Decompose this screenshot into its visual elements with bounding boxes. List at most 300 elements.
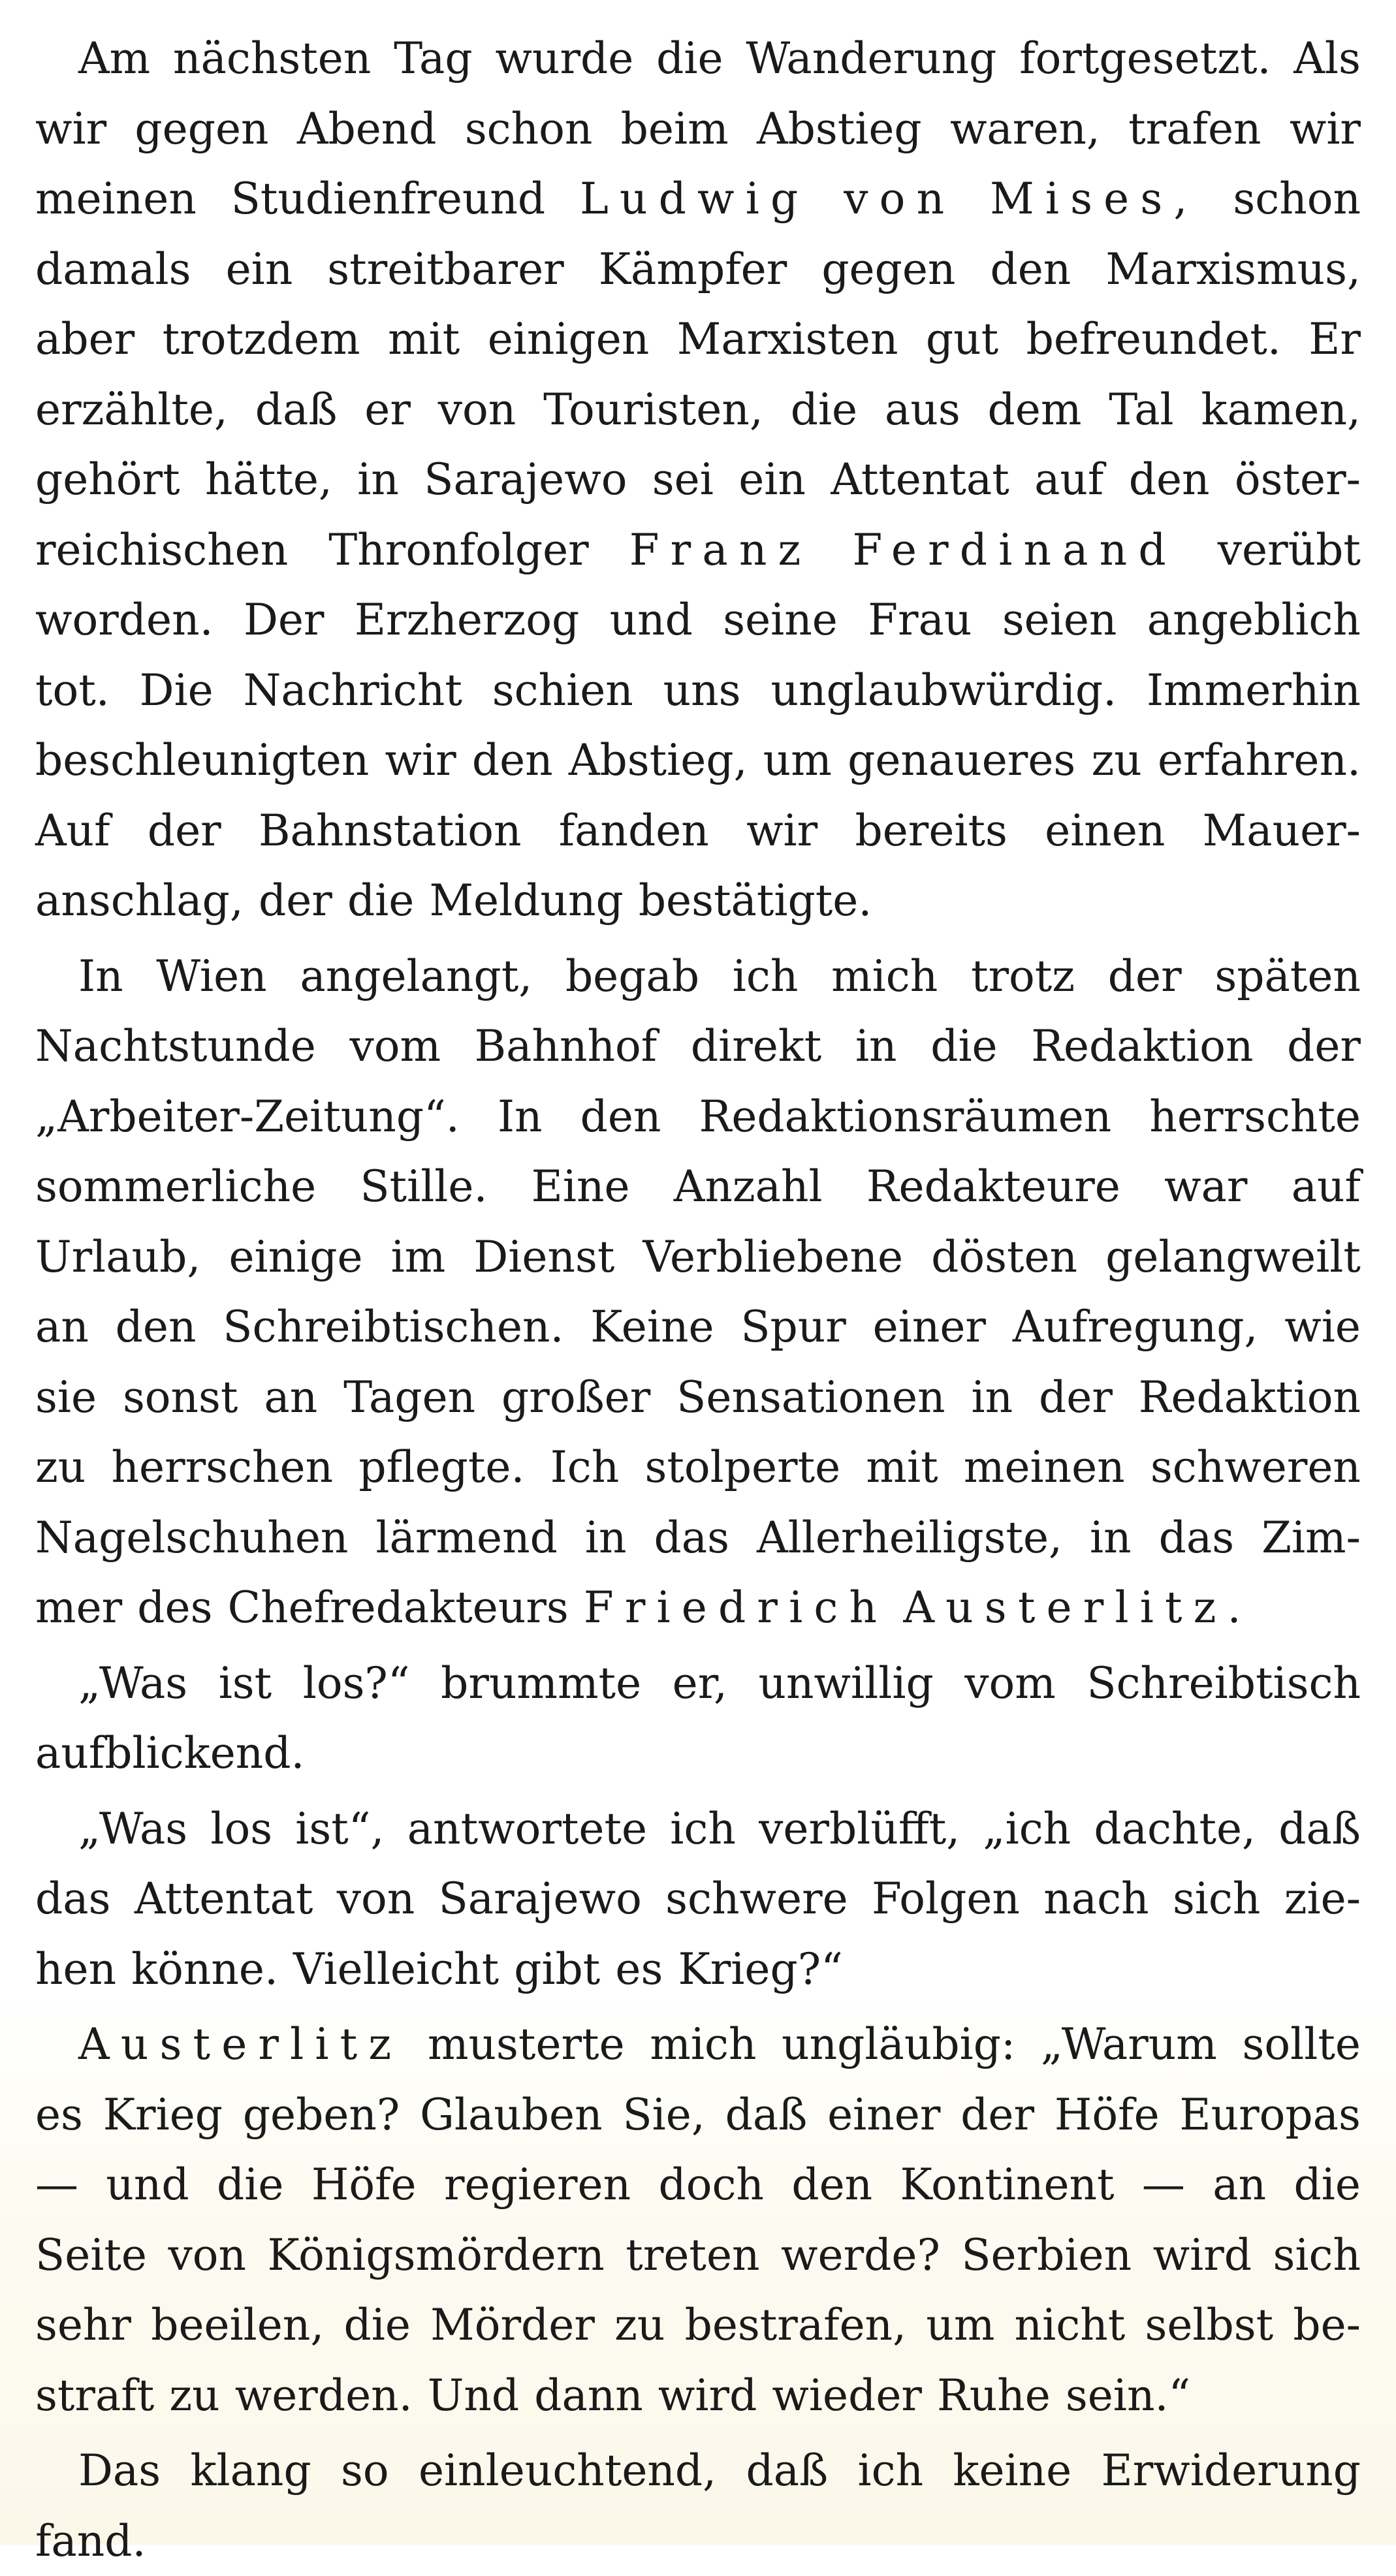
text-line <box>35 1362 1361 1433</box>
word: an <box>264 1362 317 1433</box>
word: werde? <box>781 2220 940 2291</box>
word: be- <box>1293 2290 1361 2361</box>
word: Tag <box>394 24 473 94</box>
word: auf <box>1034 445 1103 515</box>
text-line <box>35 1222 1361 1293</box>
word: begab <box>565 941 699 1012</box>
text-line <box>35 1864 1361 1934</box>
word: den <box>1129 445 1210 515</box>
word: Marxismus, <box>1105 234 1361 305</box>
word: — <box>35 2150 78 2220</box>
word: Sie, <box>622 2080 705 2150</box>
text-line <box>35 1794 1361 1864</box>
word: die <box>930 1011 997 1082</box>
word: Redaktion <box>1139 1362 1361 1433</box>
word: von <box>438 375 516 445</box>
word: einigen <box>488 304 650 375</box>
word: Krieg?“ <box>678 1934 842 2005</box>
word: Auf <box>35 796 110 866</box>
word: in <box>855 1011 897 1082</box>
word: um <box>763 725 832 796</box>
text-line <box>35 2220 1361 2291</box>
word: den <box>990 234 1071 305</box>
word: meinen <box>35 164 197 234</box>
word: vom <box>349 1011 441 1082</box>
word: Erwiderung <box>1102 2436 1361 2506</box>
word: der <box>1108 941 1182 1012</box>
word: sei <box>652 445 714 515</box>
word: daß <box>1278 1794 1361 1864</box>
word: ich <box>858 2436 924 2506</box>
text-line <box>35 1152 1361 1222</box>
word: Abstieg, <box>569 725 748 796</box>
word: die <box>791 375 857 445</box>
word: wir <box>1290 94 1361 165</box>
word: den <box>472 725 553 796</box>
word: Ferdinand <box>853 515 1177 586</box>
word: auf <box>1292 1152 1361 1222</box>
word: regieren <box>444 2150 631 2220</box>
word: in <box>1090 1503 1132 1573</box>
word: in <box>972 1362 1013 1433</box>
word: das <box>654 1503 729 1573</box>
word: Nachtstunde <box>35 1011 316 1082</box>
word: Sarajewo <box>424 445 627 515</box>
word: Nachricht <box>244 655 462 726</box>
text-line <box>35 515 1361 586</box>
word: fanden <box>559 796 709 866</box>
word: wir <box>746 796 817 866</box>
word: von <box>168 2220 246 2291</box>
word: gegen <box>135 94 268 165</box>
word: sehr <box>35 2290 131 2361</box>
word: damals <box>35 234 191 305</box>
word: Serbien <box>961 2220 1132 2291</box>
word: Franz <box>629 515 812 586</box>
word: Die <box>140 655 214 726</box>
word: schwere <box>665 1864 848 1934</box>
word: zu <box>1092 725 1142 796</box>
word: „Was <box>78 1794 187 1864</box>
word: dem <box>988 375 1082 445</box>
text-line <box>35 2290 1361 2361</box>
text-line <box>35 1934 1361 2005</box>
word: das <box>1159 1503 1234 1573</box>
word: einer <box>827 2080 940 2150</box>
text-line <box>35 655 1361 726</box>
word: Schreibtisch <box>1087 1648 1361 1719</box>
word: wir <box>385 725 456 796</box>
text-line <box>35 375 1361 445</box>
word: Vielleicht <box>293 1934 499 2005</box>
word: ist <box>219 1648 272 1719</box>
word: hätte, <box>205 445 332 515</box>
word: den <box>116 1292 197 1362</box>
word: gegen <box>821 234 955 305</box>
word: sommerliche <box>35 1152 316 1222</box>
word: schon <box>465 94 593 165</box>
word: Ich <box>550 1432 620 1503</box>
text-line <box>35 1432 1361 1503</box>
word: dann <box>534 2361 643 2431</box>
word: gut <box>926 304 998 375</box>
word: und <box>106 2150 189 2220</box>
word: unwillig <box>759 1648 934 1719</box>
text-line <box>35 725 1361 796</box>
text-line <box>35 941 1361 1012</box>
word: Redakteure <box>866 1152 1120 1222</box>
word: dösten <box>931 1222 1077 1293</box>
word: streitbarer <box>327 234 563 305</box>
word: der <box>1287 1011 1361 1082</box>
word: zu <box>169 2361 219 2431</box>
word: daß <box>255 375 338 445</box>
word: beschleunigten <box>35 725 369 796</box>
word: Allerheiligste, <box>757 1503 1062 1573</box>
word: späten <box>1214 941 1361 1012</box>
text-line <box>35 2080 1361 2150</box>
word: Höfe <box>311 2150 417 2220</box>
word: Krieg <box>103 2080 223 2150</box>
text-line <box>35 2150 1361 2220</box>
word: verblüfft, <box>759 1794 960 1864</box>
word: seine <box>723 585 838 655</box>
word: fortgesetzt. <box>1019 24 1271 94</box>
word: doch <box>658 2150 763 2220</box>
word: die <box>656 24 723 94</box>
text-line <box>35 164 1361 234</box>
word: nächsten <box>173 24 371 94</box>
word: ist“, <box>295 1794 384 1864</box>
word: von <box>844 164 955 234</box>
text-line <box>35 2506 1361 2576</box>
word: den <box>791 2150 872 2220</box>
word: die <box>344 2290 411 2361</box>
word: einleuchtend, <box>419 2436 716 2506</box>
word: bestätigte. <box>639 866 872 936</box>
word: daß <box>746 2436 828 2506</box>
word: uns <box>663 655 741 726</box>
word: im <box>391 1222 446 1293</box>
text-line <box>35 2436 1361 2506</box>
word: einen <box>1045 796 1165 866</box>
word: einige <box>229 1222 362 1293</box>
word: Ludwig <box>580 164 809 234</box>
text-line <box>35 796 1361 866</box>
word: Kämpfer <box>599 234 787 305</box>
word: Seite <box>35 2220 147 2291</box>
word: mer <box>35 1573 122 1643</box>
word: Abstieg <box>757 94 922 165</box>
word: Das <box>78 2436 161 2506</box>
word: dachte, <box>1094 1794 1256 1864</box>
text-line <box>35 866 1361 936</box>
word: In <box>78 941 123 1012</box>
word: geben? <box>243 2080 400 2150</box>
word: Immerhin <box>1147 655 1361 726</box>
word: trotz <box>971 941 1075 1012</box>
word: Schreibtischen. <box>223 1292 563 1362</box>
word: Frau <box>868 585 972 655</box>
word: lärmend <box>375 1503 557 1573</box>
text-line <box>35 2009 1361 2080</box>
word: Ruhe <box>937 2361 1051 2431</box>
word: antwortete <box>407 1794 647 1864</box>
word: Keine <box>590 1292 714 1362</box>
word: ein <box>226 234 293 305</box>
word: Austerlitz <box>78 2009 402 2080</box>
word: schien <box>492 655 633 726</box>
word: gelangweilt <box>1105 1222 1361 1293</box>
word: anschlag, <box>35 866 244 936</box>
word: mich <box>831 941 938 1012</box>
word: Thronfolger <box>328 515 588 586</box>
word: sonst <box>123 1362 238 1433</box>
word: könne. <box>131 1934 278 2005</box>
word: los <box>210 1794 272 1864</box>
word: der <box>960 2080 1034 2150</box>
word: Bahnhof <box>475 1011 658 1082</box>
text-line <box>35 94 1361 165</box>
word: Attentat <box>831 445 1009 515</box>
word: öster- <box>1235 445 1361 515</box>
word: aber <box>35 304 135 375</box>
word: klang <box>190 2436 311 2506</box>
word: herrschte <box>1149 1082 1361 1152</box>
word: Kontinent <box>900 2150 1115 2220</box>
word: verübt <box>1218 515 1361 586</box>
word: bestrafen, <box>685 2290 907 2361</box>
text-line <box>35 304 1361 375</box>
word: Meldung <box>429 866 623 936</box>
word: Wien <box>156 941 266 1012</box>
word: „ich <box>983 1794 1071 1864</box>
text-line <box>35 1648 1361 1719</box>
word: Nagelschuhen <box>35 1503 348 1573</box>
word: „Arbeiter-Zeitung“. <box>35 1082 460 1152</box>
word: die <box>217 2150 283 2220</box>
word: aufblickend. <box>35 1718 305 1789</box>
word: wird <box>1153 2220 1252 2291</box>
word: in <box>585 1503 627 1573</box>
word: Der <box>244 585 325 655</box>
text-line <box>35 1573 1361 1643</box>
word: war <box>1164 1152 1247 1222</box>
word: Höfe <box>1055 2080 1160 2150</box>
text-line <box>35 1292 1361 1362</box>
word: angeblich <box>1147 585 1361 655</box>
word: Er <box>1309 304 1361 375</box>
word: „Warum <box>1041 2009 1217 2080</box>
word: Erzherzog <box>355 585 579 655</box>
text-line <box>35 1503 1361 1573</box>
word: herrschen <box>112 1432 334 1503</box>
word: stolperte <box>644 1432 840 1503</box>
word: Glauben <box>420 2080 603 2150</box>
word: ein <box>738 445 806 515</box>
word: Tal <box>1109 375 1173 445</box>
word: zie- <box>1284 1864 1361 1934</box>
word: kamen, <box>1201 375 1361 445</box>
word: ich <box>670 1794 736 1864</box>
word: Mörder <box>430 2290 595 2361</box>
word: hen <box>35 1934 116 2005</box>
word: mich <box>650 2009 756 2080</box>
word: sich <box>1273 2220 1361 2291</box>
word: musterte <box>428 2009 625 2080</box>
word: gibt <box>514 1934 600 2005</box>
word: die <box>1294 2150 1361 2220</box>
word: den <box>580 1082 661 1152</box>
word: Spur <box>740 1292 846 1362</box>
word: Bahnstation <box>259 796 521 866</box>
word: beim <box>621 94 729 165</box>
word: Verbliebene <box>642 1222 903 1293</box>
word: Studienfreund <box>231 164 545 234</box>
word: In <box>498 1082 543 1152</box>
word: es <box>35 2080 83 2150</box>
word: Chefredakteurs <box>228 1573 569 1643</box>
word: der <box>148 796 221 866</box>
word: sollte <box>1243 2009 1361 2080</box>
word: fand. <box>35 2506 146 2576</box>
word: werden. <box>235 2361 413 2431</box>
word: an <box>35 1292 89 1362</box>
word: mit <box>388 304 460 375</box>
word: Austerlitz. <box>903 1573 1252 1643</box>
word: Sensationen <box>676 1362 945 1433</box>
word: Redaktionsräumen <box>699 1082 1112 1152</box>
word: es <box>615 1934 663 2005</box>
word: Friedrich <box>584 1573 888 1643</box>
word: Mauer- <box>1203 796 1361 866</box>
word: daß <box>725 2080 808 2150</box>
word: sich <box>1173 1864 1260 1934</box>
word: beeilen, <box>151 2290 324 2361</box>
word: nicht <box>1015 2290 1126 2361</box>
word: Touristen, <box>543 375 763 445</box>
word: Wanderung <box>746 24 996 94</box>
word: trafen <box>1128 94 1261 165</box>
word: der <box>259 866 332 936</box>
word: gehört <box>35 445 180 515</box>
word: Attentat <box>135 1864 313 1934</box>
word: des <box>137 1573 212 1643</box>
word: waren, <box>950 94 1100 165</box>
word: Anzahl <box>674 1152 823 1222</box>
body-text <box>35 24 1361 2576</box>
text-line <box>35 445 1361 515</box>
word: so <box>341 2436 389 2506</box>
word: tot. <box>35 655 110 726</box>
word: Marxisten <box>677 304 898 375</box>
word: sein.“ <box>1066 2361 1190 2431</box>
word: er, <box>673 1648 727 1719</box>
word: brummte <box>441 1648 641 1719</box>
word: er <box>364 375 411 445</box>
text-line <box>35 1718 1361 1789</box>
word: die <box>347 866 414 936</box>
word: selbst <box>1145 2290 1273 2361</box>
word: vom <box>964 1648 1056 1719</box>
word: von <box>337 1864 415 1934</box>
word: in <box>357 445 399 515</box>
word: Urlaub, <box>35 1222 200 1293</box>
word: großer <box>501 1362 650 1433</box>
word: Mises, <box>990 164 1198 234</box>
word: nach <box>1043 1864 1149 1934</box>
word: wird <box>658 2361 757 2431</box>
word: reichischen <box>35 515 288 586</box>
word: pflegte. <box>358 1432 524 1503</box>
word: sie <box>35 1362 97 1433</box>
word: einer <box>873 1292 986 1362</box>
word: Und <box>428 2361 519 2431</box>
word: Europas <box>1179 2080 1360 2150</box>
word: wieder <box>772 2361 922 2431</box>
word: angelangt, <box>300 941 532 1012</box>
text-line <box>35 24 1361 94</box>
word: zu <box>614 2290 665 2361</box>
word: und <box>610 585 693 655</box>
word: trotzdem <box>163 304 360 375</box>
word: schon <box>1233 164 1361 234</box>
word: Am <box>78 24 150 94</box>
word: Eine <box>531 1152 630 1222</box>
word: Stille. <box>360 1152 487 1222</box>
word: Abend <box>297 94 437 165</box>
text-line <box>35 2361 1361 2431</box>
word: wir <box>35 94 106 165</box>
word: Als <box>1293 24 1361 94</box>
word: „Was <box>78 1648 187 1719</box>
word: Tagen <box>343 1362 475 1433</box>
word: keine <box>953 2436 1071 2506</box>
word: erzählte, <box>35 375 228 445</box>
text-line <box>35 1082 1361 1152</box>
word: mit <box>866 1432 938 1503</box>
word: genaueres <box>848 725 1075 796</box>
word: zu <box>35 1432 86 1503</box>
word: Königsmördern <box>268 2220 605 2291</box>
word: los?“ <box>303 1648 410 1719</box>
word: an <box>1213 2150 1266 2220</box>
word: Dienst <box>473 1222 614 1293</box>
word: wie <box>1284 1292 1361 1362</box>
word: Redaktion <box>1031 1011 1253 1082</box>
word: Zim- <box>1261 1503 1361 1573</box>
word: meinen <box>964 1432 1125 1503</box>
text-line <box>35 234 1361 305</box>
word: treten <box>626 2220 759 2291</box>
word: befreundet. <box>1026 304 1281 375</box>
word: wurde <box>495 24 633 94</box>
word: Aufregung, <box>1013 1292 1258 1362</box>
word: erfahren. <box>1158 725 1361 796</box>
word: der <box>1039 1362 1113 1433</box>
word: — <box>1142 2150 1185 2220</box>
text-line <box>35 1011 1361 1082</box>
word: direkt <box>691 1011 821 1082</box>
word: worden. <box>35 585 214 655</box>
word: seien <box>1002 585 1117 655</box>
word: das <box>35 1864 110 1934</box>
word: straft <box>35 2361 154 2431</box>
text-line <box>35 585 1361 655</box>
word: um <box>926 2290 994 2361</box>
word: Folgen <box>872 1864 1020 1934</box>
word: Sarajewo <box>439 1864 642 1934</box>
